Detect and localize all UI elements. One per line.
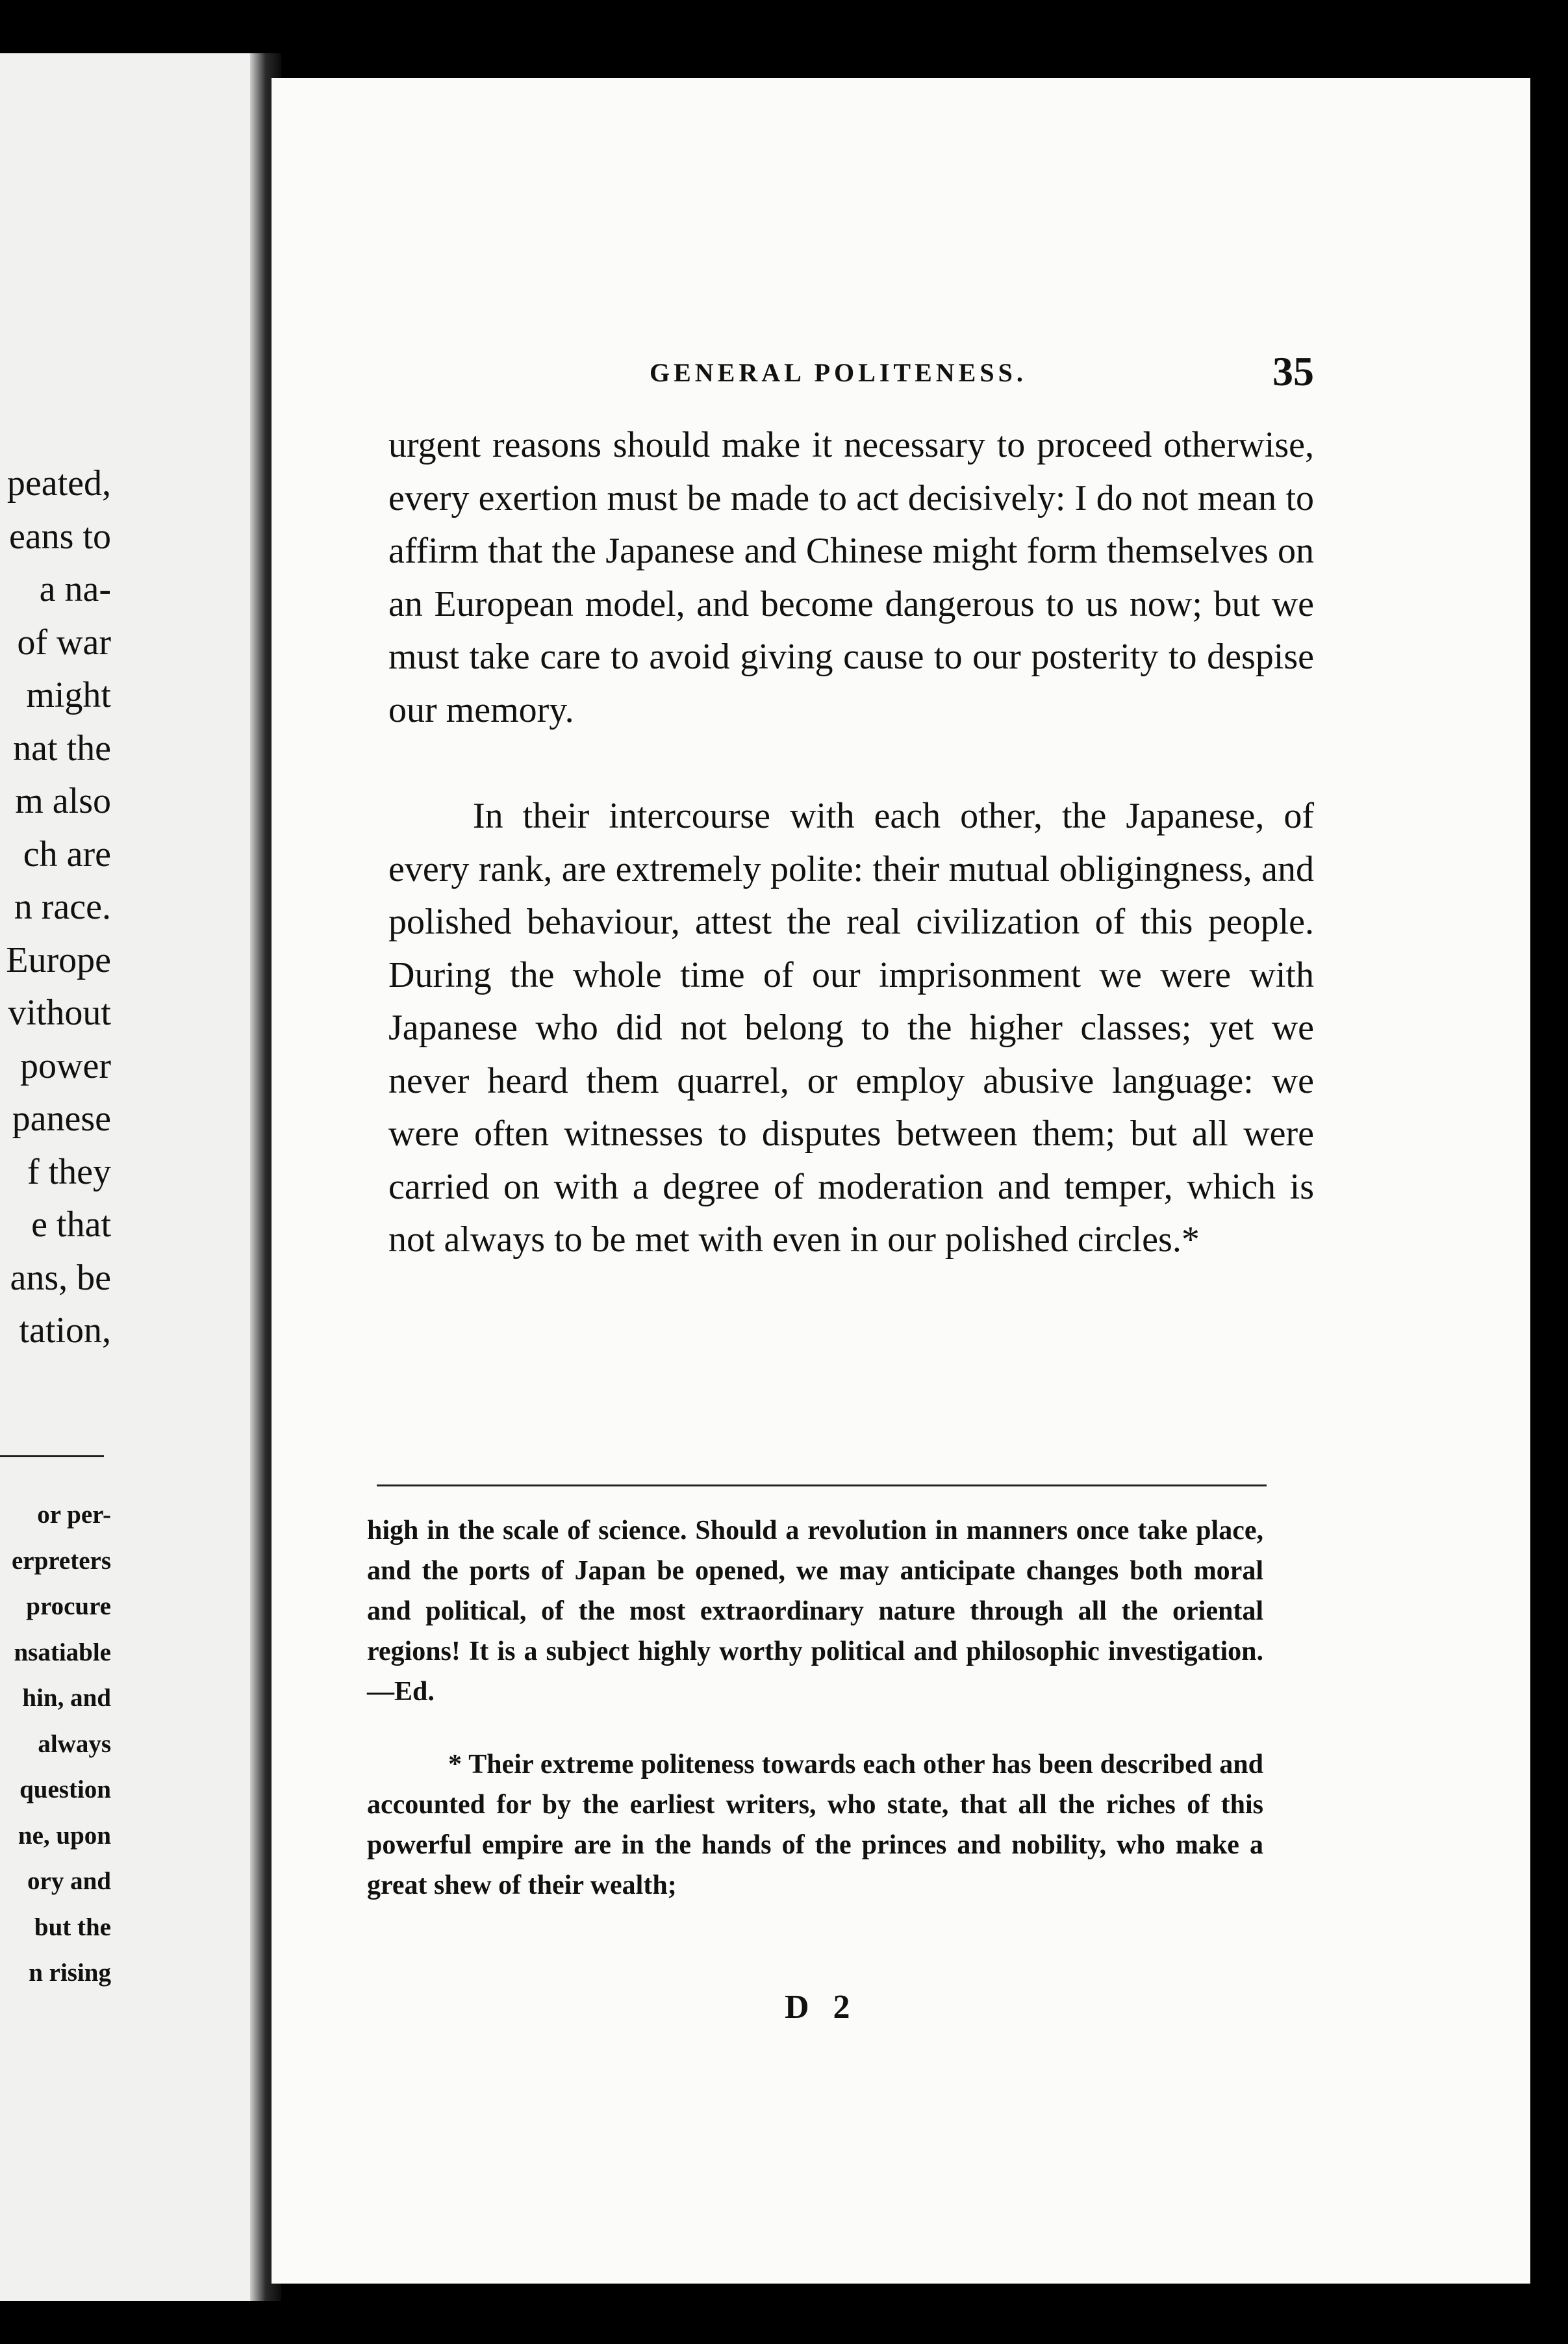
left-page-line: hin, and — [22, 1684, 111, 1712]
left-page-line: n rising — [29, 1959, 111, 1987]
footnotes — [367, 1510, 1263, 1905]
left-page — [0, 53, 257, 2301]
running-head: GENERAL POLITENESS. — [650, 358, 1027, 387]
left-page-line: erpreters — [11, 1546, 111, 1575]
left-page-line: f they — [27, 1151, 111, 1192]
left-page-line: nat the — [13, 728, 111, 769]
left-page-line: peated, — [6, 463, 111, 503]
left-page-line: n race. — [14, 887, 111, 927]
left-page-line: ne, upon — [18, 1821, 111, 1850]
left-page-line: panese — [12, 1099, 111, 1139]
left-page-line: procure — [26, 1592, 111, 1620]
left-page-line: question — [19, 1776, 111, 1803]
left-page-line: ch are — [23, 834, 111, 874]
left-page-footnotes — [12, 1492, 111, 1996]
left-footnote-rule — [0, 1455, 104, 1457]
left-page-line: e that — [31, 1204, 111, 1245]
left-page-line: m also — [15, 781, 111, 821]
left-page-line: power — [20, 1045, 111, 1086]
page-header — [585, 348, 1314, 400]
left-page-line: always — [38, 1729, 111, 1758]
paragraph: urgent reasons should make it necessary to proceed otherwise, every exertion must be made to act decisively: I do not mean to affirm that the Japanese and Chinese might form themselves on an European model, and become dangerous to us now; but we must take care to avoid giving cause to our posterity to despise our memory. — [388, 425, 1314, 730]
left-page-line: ans, be — [10, 1257, 111, 1298]
left-page-line: or per- — [37, 1501, 111, 1529]
left-page-line: eans to — [8, 516, 111, 557]
left-page-line: ory and — [27, 1867, 111, 1895]
main-text — [388, 419, 1314, 1267]
left-page-line: but the — [34, 1913, 111, 1941]
left-page-line: might — [26, 675, 111, 715]
footnote-asterisk: * Their extreme politeness towards each other has been described and accounted for by the earliest writers, who state, that all the riches of this powerful empire are in the hands of the princes and nobility, who make a great shew of their wealth; — [367, 1750, 1263, 1900]
paragraph: In their intercourse with each other, the Japanese, of every rank, are extremely polite: their mutual obligingness, and polished behaviour, attest the real civilization of this people. During the whole time of our imprisonment we were with Japanese who did not belong to the higher classes; yet we never heard them quarrel, or employ abusive language: we were often witnesses to disputes between them; but all were carried on with a degree of moderation and temper, which is not always to be met with even in our polished circles.* — [388, 796, 1314, 1260]
left-page-line: of war — [17, 622, 111, 663]
left-page-line: Europe — [6, 939, 111, 980]
footnote-continued: high in the scale of science. Should a revolution in manners once take place, and the ports of Japan be opened, we may anticipate changes both moral and political, of the most extraordinary nature through all the oriental regions! It is a subject highly worthy political and philosophic investigation.—Ed. — [367, 1516, 1263, 1707]
left-page-line: vithout — [8, 993, 111, 1033]
footnote-rule — [377, 1484, 1267, 1486]
left-page-line: tation, — [19, 1310, 111, 1351]
left-page-line: nsatiable — [14, 1638, 111, 1666]
left-page-text — [6, 457, 111, 1358]
signature-mark: D 2 — [785, 1989, 858, 2026]
page-number: 35 — [1272, 348, 1314, 394]
left-page-line: a na- — [39, 569, 111, 609]
